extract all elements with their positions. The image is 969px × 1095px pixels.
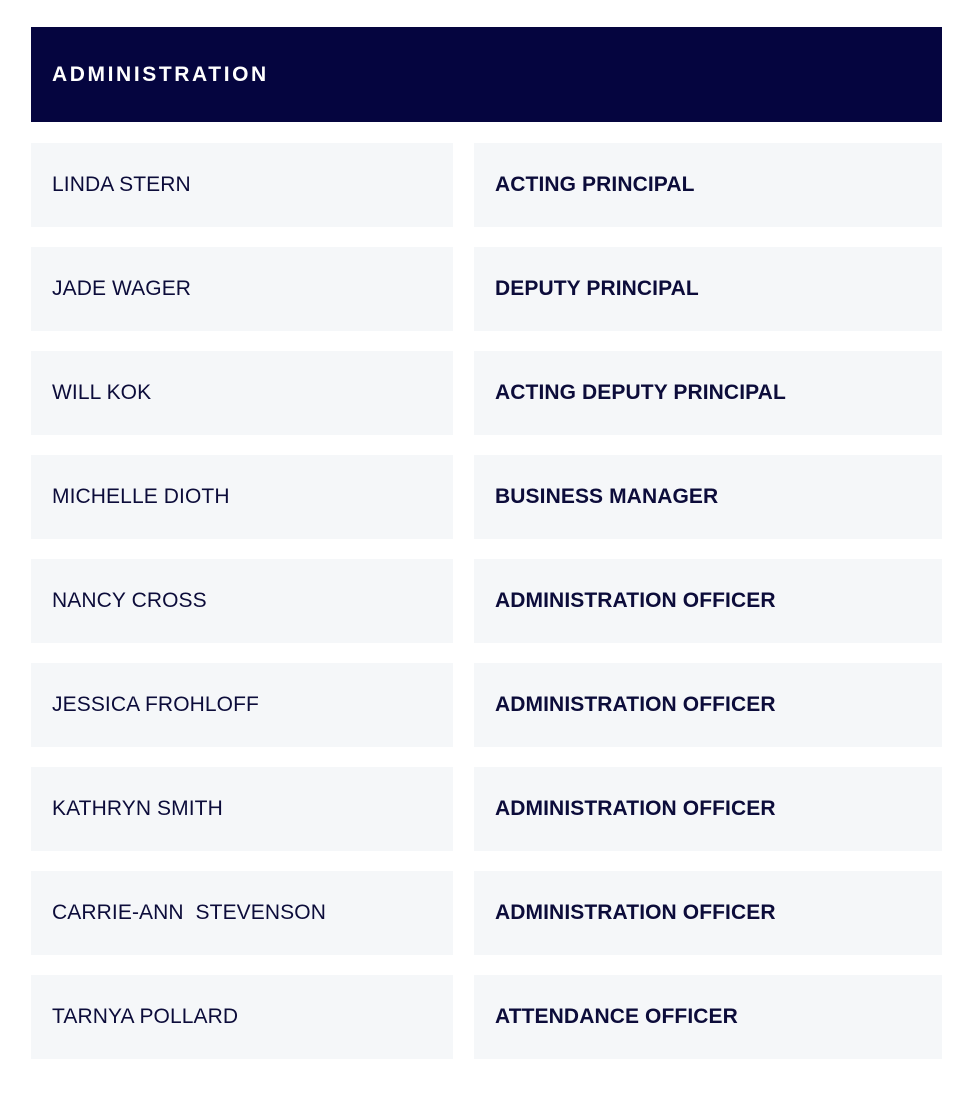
staff-name: CARRIE-ANN STEVENSON bbox=[31, 871, 453, 955]
staff-role: ADMINISTRATION OFFICER bbox=[474, 871, 942, 955]
staff-role: ATTENDANCE OFFICER bbox=[474, 975, 942, 1059]
section-title: ADMINISTRATION bbox=[52, 62, 269, 86]
staff-row bbox=[31, 663, 942, 747]
staff-role: ACTING DEPUTY PRINCIPAL bbox=[474, 351, 942, 435]
staff-role: BUSINESS MANAGER bbox=[474, 455, 942, 539]
section-header bbox=[31, 27, 942, 122]
staff-row bbox=[31, 975, 942, 1059]
staff-name: WILL KOK bbox=[31, 351, 453, 435]
staff-role: ADMINISTRATION OFFICER bbox=[474, 663, 942, 747]
staff-row bbox=[31, 247, 942, 331]
staff-row bbox=[31, 559, 942, 643]
staff-row bbox=[31, 143, 942, 227]
staff-role: ACTING PRINCIPAL bbox=[474, 143, 942, 227]
staff-role: ADMINISTRATION OFFICER bbox=[474, 559, 942, 643]
staff-name: MICHELLE DIOTH bbox=[31, 455, 453, 539]
staff-row bbox=[31, 351, 942, 435]
staff-role: DEPUTY PRINCIPAL bbox=[474, 247, 942, 331]
staff-name: KATHRYN SMITH bbox=[31, 767, 453, 851]
staff-name: JADE WAGER bbox=[31, 247, 453, 331]
staff-name: JESSICA FROHLOFF bbox=[31, 663, 453, 747]
staff-row bbox=[31, 455, 942, 539]
staff-role: ADMINISTRATION OFFICER bbox=[474, 767, 942, 851]
staff-name: LINDA STERN bbox=[31, 143, 453, 227]
staff-row bbox=[31, 767, 942, 851]
staff-name: TARNYA POLLARD bbox=[31, 975, 453, 1059]
staff-table bbox=[31, 143, 942, 1079]
staff-row bbox=[31, 871, 942, 955]
staff-name: NANCY CROSS bbox=[31, 559, 453, 643]
